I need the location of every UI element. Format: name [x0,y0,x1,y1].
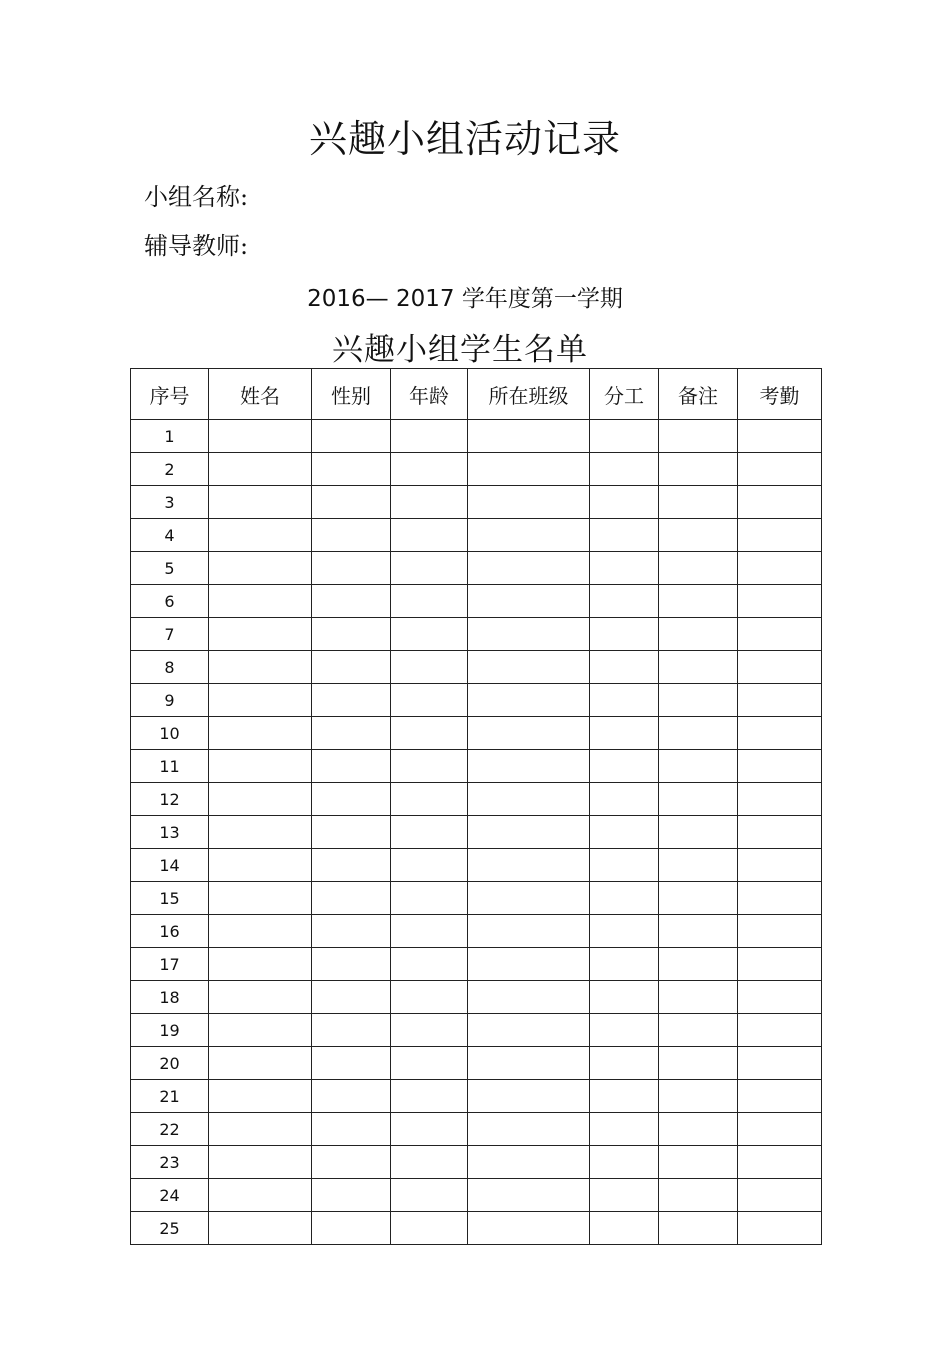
role-cell[interactable] [590,651,659,684]
row-index: 9 [131,684,209,717]
header-class: 所在班级 [468,369,590,420]
attendance-cell[interactable] [738,915,822,948]
group-name-label: 小组名称: [144,183,249,211]
class-cell[interactable] [468,882,590,915]
notes-cell[interactable] [659,453,738,486]
role-cell[interactable] [590,783,659,816]
attendance-cell[interactable] [738,651,822,684]
name-cell[interactable] [209,1080,312,1113]
class-cell[interactable] [468,948,590,981]
school-term: 2016— 2017 学年度第一学期 [307,286,623,312]
row-index: 16 [131,915,209,948]
role-cell[interactable] [590,453,659,486]
notes-cell[interactable] [659,1080,738,1113]
notes-cell[interactable] [659,1047,738,1080]
table-row [131,948,822,981]
gender-cell[interactable] [312,651,391,684]
name-cell[interactable] [209,750,312,783]
attendance-cell[interactable] [738,981,822,1014]
row-index: 7 [131,618,209,651]
name-cell[interactable] [209,420,312,453]
row-index: 4 [131,519,209,552]
age-cell[interactable] [391,1212,468,1245]
role-cell[interactable] [590,849,659,882]
gender-cell[interactable] [312,849,391,882]
header-age: 年龄 [391,369,468,420]
notes-cell[interactable] [659,1014,738,1047]
attendance-cell[interactable] [738,552,822,585]
row-index: 1 [131,420,209,453]
role-cell[interactable] [590,1212,659,1245]
gender-cell[interactable] [312,981,391,1014]
row-index: 24 [131,1179,209,1212]
class-cell[interactable] [468,651,590,684]
row-index: 14 [131,849,209,882]
notes-cell[interactable] [659,552,738,585]
class-cell[interactable] [468,585,590,618]
class-cell[interactable] [468,915,590,948]
age-cell[interactable] [391,948,468,981]
name-cell[interactable] [209,585,312,618]
gender-cell[interactable] [312,618,391,651]
class-cell[interactable] [468,519,590,552]
attendance-cell[interactable] [738,849,822,882]
table-row [131,519,822,552]
attendance-cell[interactable] [738,1113,822,1146]
table-row [131,585,822,618]
age-cell[interactable] [391,750,468,783]
role-cell[interactable] [590,618,659,651]
table-row [131,1014,822,1047]
notes-cell[interactable] [659,651,738,684]
row-index: 10 [131,717,209,750]
header-name: 姓名 [209,369,312,420]
gender-cell[interactable] [312,1047,391,1080]
role-cell[interactable] [590,519,659,552]
age-cell[interactable] [391,1146,468,1179]
gender-cell[interactable] [312,420,391,453]
gender-cell[interactable] [312,882,391,915]
class-cell[interactable] [468,750,590,783]
attendance-cell[interactable] [738,1014,822,1047]
role-cell[interactable] [590,1146,659,1179]
row-index: 8 [131,651,209,684]
row-index: 22 [131,1113,209,1146]
table-row [131,1113,822,1146]
roster-title: 兴趣小组学生名单 [332,332,588,368]
role-cell[interactable] [590,1113,659,1146]
attendance-cell[interactable] [738,618,822,651]
row-index: 17 [131,948,209,981]
gender-cell[interactable] [312,750,391,783]
role-cell[interactable] [590,882,659,915]
role-cell[interactable] [590,981,659,1014]
gender-cell[interactable] [312,1113,391,1146]
header-index: 序号 [131,369,209,420]
table-header-row [131,369,822,420]
class-cell[interactable] [468,1146,590,1179]
role-cell[interactable] [590,915,659,948]
gender-cell[interactable] [312,1212,391,1245]
name-cell[interactable] [209,1146,312,1179]
row-index: 25 [131,1212,209,1245]
name-cell[interactable] [209,849,312,882]
table-row [131,486,822,519]
attendance-cell[interactable] [738,486,822,519]
name-cell[interactable] [209,882,312,915]
table-row [131,882,822,915]
row-index: 19 [131,1014,209,1047]
name-cell[interactable] [209,981,312,1014]
row-index: 11 [131,750,209,783]
table-row [131,816,822,849]
name-cell[interactable] [209,684,312,717]
class-cell[interactable] [468,618,590,651]
name-cell[interactable] [209,948,312,981]
notes-cell[interactable] [659,1146,738,1179]
gender-cell[interactable] [312,948,391,981]
gender-cell[interactable] [312,684,391,717]
notes-cell[interactable] [659,519,738,552]
role-cell[interactable] [590,816,659,849]
role-cell[interactable] [590,585,659,618]
attendance-cell[interactable] [738,453,822,486]
row-index: 12 [131,783,209,816]
age-cell[interactable] [391,915,468,948]
table-row [131,1080,822,1113]
table-row [131,849,822,882]
document-title: 兴趣小组活动记录 [308,117,621,161]
class-cell[interactable] [468,420,590,453]
attendance-cell[interactable] [738,816,822,849]
role-cell[interactable] [590,948,659,981]
attendance-cell[interactable] [738,684,822,717]
notes-cell[interactable] [659,1179,738,1212]
gender-cell[interactable] [312,1179,391,1212]
teacher-label: 辅导教师: [144,232,249,260]
class-cell[interactable] [468,453,590,486]
role-cell[interactable] [590,1080,659,1113]
header-gender: 性别 [312,369,391,420]
name-cell[interactable] [209,651,312,684]
class-cell[interactable] [468,1179,590,1212]
table-row [131,420,822,453]
attendance-cell[interactable] [738,750,822,783]
row-index: 13 [131,816,209,849]
role-cell[interactable] [590,684,659,717]
age-cell[interactable] [391,585,468,618]
row-index: 2 [131,453,209,486]
role-cell[interactable] [590,750,659,783]
age-cell[interactable] [391,1014,468,1047]
row-index: 18 [131,981,209,1014]
notes-cell[interactable] [659,420,738,453]
age-cell[interactable] [391,552,468,585]
role-cell[interactable] [590,1179,659,1212]
class-cell[interactable] [468,684,590,717]
header-role: 分工 [590,369,659,420]
attendance-cell[interactable] [738,717,822,750]
class-cell[interactable] [468,1047,590,1080]
notes-cell[interactable] [659,684,738,717]
age-cell[interactable] [391,684,468,717]
attendance-cell[interactable] [738,519,822,552]
age-cell[interactable] [391,486,468,519]
table-row [131,1047,822,1080]
name-cell[interactable] [209,1047,312,1080]
name-cell[interactable] [209,1014,312,1047]
table-row [131,618,822,651]
name-cell[interactable] [209,1179,312,1212]
age-cell[interactable] [391,453,468,486]
attendance-cell[interactable] [738,882,822,915]
table-row [131,1212,822,1245]
header-attendance: 考勤 [738,369,822,420]
name-cell[interactable] [209,783,312,816]
name-cell[interactable] [209,717,312,750]
role-cell[interactable] [590,717,659,750]
table-row [131,552,822,585]
attendance-cell[interactable] [738,1047,822,1080]
gender-cell[interactable] [312,1080,391,1113]
attendance-cell[interactable] [738,1212,822,1245]
class-cell[interactable] [468,849,590,882]
age-cell[interactable] [391,1179,468,1212]
notes-cell[interactable] [659,948,738,981]
notes-cell[interactable] [659,486,738,519]
class-cell[interactable] [468,783,590,816]
attendance-cell[interactable] [738,948,822,981]
name-cell[interactable] [209,915,312,948]
notes-cell[interactable] [659,849,738,882]
age-cell[interactable] [391,1080,468,1113]
class-cell[interactable] [468,816,590,849]
notes-cell[interactable] [659,585,738,618]
row-index: 5 [131,552,209,585]
gender-cell[interactable] [312,486,391,519]
table-row [131,981,822,1014]
header-notes: 备注 [659,369,738,420]
gender-cell[interactable] [312,1146,391,1179]
role-cell[interactable] [590,1014,659,1047]
class-cell[interactable] [468,981,590,1014]
class-cell[interactable] [468,1212,590,1245]
notes-cell[interactable] [659,1212,738,1245]
attendance-cell[interactable] [738,585,822,618]
gender-cell[interactable] [312,783,391,816]
class-cell[interactable] [468,1080,590,1113]
name-cell[interactable] [209,552,312,585]
class-cell[interactable] [468,552,590,585]
table-row [131,1146,822,1179]
class-cell[interactable] [468,486,590,519]
name-cell[interactable] [209,816,312,849]
row-index: 23 [131,1146,209,1179]
gender-cell[interactable] [312,1014,391,1047]
class-cell[interactable] [468,1113,590,1146]
name-cell[interactable] [209,486,312,519]
table-body [131,420,822,1245]
notes-cell[interactable] [659,618,738,651]
attendance-cell[interactable] [738,1179,822,1212]
gender-cell[interactable] [312,552,391,585]
age-cell[interactable] [391,651,468,684]
table-row [131,915,822,948]
age-cell[interactable] [391,816,468,849]
table-row [131,684,822,717]
age-cell[interactable] [391,1047,468,1080]
class-cell[interactable] [468,717,590,750]
name-cell[interactable] [209,1113,312,1146]
role-cell[interactable] [590,1047,659,1080]
gender-cell[interactable] [312,915,391,948]
notes-cell[interactable] [659,981,738,1014]
gender-cell[interactable] [312,585,391,618]
table-row [131,717,822,750]
notes-cell[interactable] [659,816,738,849]
name-cell[interactable] [209,618,312,651]
row-index: 21 [131,1080,209,1113]
row-index: 3 [131,486,209,519]
notes-cell[interactable] [659,915,738,948]
notes-cell[interactable] [659,783,738,816]
role-cell[interactable] [590,552,659,585]
age-cell[interactable] [391,420,468,453]
age-cell[interactable] [391,849,468,882]
age-cell[interactable] [391,618,468,651]
age-cell[interactable] [391,981,468,1014]
row-index: 20 [131,1047,209,1080]
attendance-cell[interactable] [738,1146,822,1179]
row-index: 15 [131,882,209,915]
table-row [131,1179,822,1212]
age-cell[interactable] [391,882,468,915]
attendance-cell[interactable] [738,783,822,816]
gender-cell[interactable] [312,717,391,750]
age-cell[interactable] [391,519,468,552]
attendance-cell[interactable] [738,420,822,453]
student-roster-table [130,368,822,1245]
notes-cell[interactable] [659,1113,738,1146]
gender-cell[interactable] [312,453,391,486]
row-index: 6 [131,585,209,618]
class-cell[interactable] [468,1014,590,1047]
name-cell[interactable] [209,453,312,486]
gender-cell[interactable] [312,519,391,552]
notes-cell[interactable] [659,882,738,915]
name-cell[interactable] [209,519,312,552]
age-cell[interactable] [391,717,468,750]
notes-cell[interactable] [659,717,738,750]
notes-cell[interactable] [659,750,738,783]
age-cell[interactable] [391,783,468,816]
attendance-cell[interactable] [738,1080,822,1113]
table-row [131,750,822,783]
age-cell[interactable] [391,1113,468,1146]
gender-cell[interactable] [312,816,391,849]
table-row [131,651,822,684]
table-row [131,453,822,486]
name-cell[interactable] [209,1212,312,1245]
role-cell[interactable] [590,486,659,519]
role-cell[interactable] [590,420,659,453]
table-row [131,783,822,816]
